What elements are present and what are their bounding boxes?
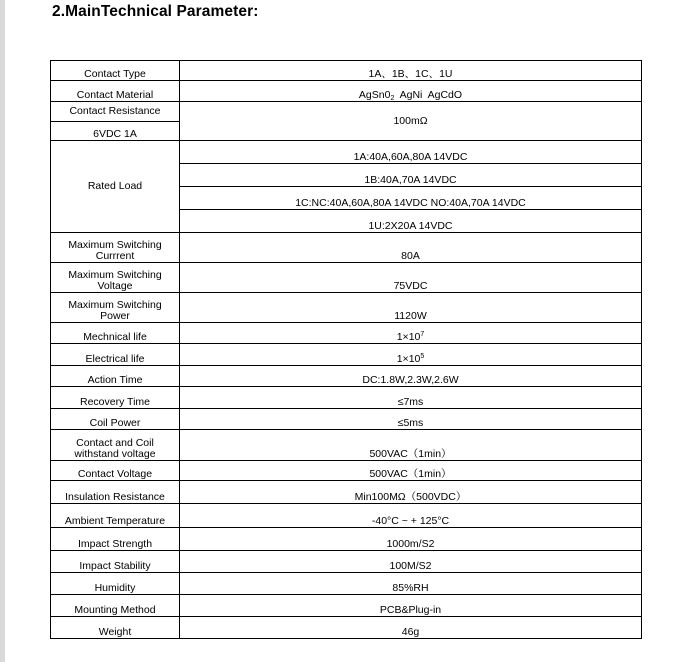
param-value: -40°C ~ + 125°C xyxy=(180,504,642,528)
param-value: 1A、1B、1C、1U xyxy=(180,61,642,81)
param-value: 1A:40A,60A,80A 14VDC xyxy=(180,141,642,164)
param-label xyxy=(51,430,180,461)
label-line: withstand voltage xyxy=(74,448,156,460)
table-row xyxy=(51,461,642,481)
param-value: 1B:40A,70A 14VDC xyxy=(180,164,642,187)
value-text: 1×10 xyxy=(396,353,421,365)
param-label: Ambient Temperature xyxy=(51,504,180,528)
param-value: 1120W xyxy=(180,293,642,323)
label-line: Maximum Switching xyxy=(68,239,162,251)
param-value: Min100MΩ（500VDC） xyxy=(180,481,642,504)
table-row xyxy=(51,61,642,81)
exponent: 5 xyxy=(420,353,425,360)
param-value: 46g xyxy=(180,617,642,639)
table-row xyxy=(51,141,642,164)
param-label: Contact Voltage xyxy=(51,461,180,481)
param-label: Humidity xyxy=(51,573,180,595)
param-label: Coil Power xyxy=(51,409,180,430)
param-value: 500VAC（1min） xyxy=(180,430,642,461)
param-value: 75VDC xyxy=(180,263,642,293)
param-label: Impact Stability xyxy=(51,551,180,573)
param-label: Electrical life xyxy=(51,344,180,366)
param-label: Mechnical life xyxy=(51,323,180,344)
table-row xyxy=(51,551,642,573)
param-label: Recovery Time xyxy=(51,387,180,409)
page-left-border xyxy=(0,0,5,662)
table-row xyxy=(51,323,642,344)
table-row xyxy=(51,528,642,551)
table-row xyxy=(51,573,642,595)
param-label xyxy=(51,233,180,263)
param-label: Contact Resistance xyxy=(51,102,180,122)
param-value xyxy=(180,344,642,366)
table-row xyxy=(51,293,642,323)
value-text: 1×10 xyxy=(396,331,421,343)
param-value: ≤5ms xyxy=(180,409,642,430)
param-label: 6VDC 1A xyxy=(51,122,180,141)
param-value: PCB&Plug-in xyxy=(180,595,642,617)
param-value: 1000m/S2 xyxy=(180,528,642,551)
table-row xyxy=(51,366,642,387)
param-value: 100M/S2 xyxy=(180,551,642,573)
table-row xyxy=(51,387,642,409)
technical-parameter-table xyxy=(50,60,642,639)
value-text: AgSn0 xyxy=(358,89,391,101)
param-value xyxy=(180,81,642,102)
param-value: 1U:2X20A 14VDC xyxy=(180,210,642,233)
table-row xyxy=(51,263,642,293)
label-line: Maximum Switching xyxy=(68,269,162,281)
label-line: Power xyxy=(100,310,130,322)
table-row xyxy=(51,617,642,639)
param-value: 85%RH xyxy=(180,573,642,595)
param-label xyxy=(51,293,180,323)
param-label xyxy=(51,263,180,293)
param-label: Contact Type xyxy=(51,61,180,81)
table-row xyxy=(51,233,642,263)
param-label: Rated Load xyxy=(51,141,180,233)
label-line: Currrent xyxy=(95,250,135,262)
param-label: Insulation Resistance xyxy=(51,481,180,504)
section-title: 2.MainTechnical Parameter: xyxy=(52,3,259,20)
label-line: Contact and Coil xyxy=(76,437,154,449)
table-row xyxy=(51,430,642,461)
param-label: Impact Strength xyxy=(51,528,180,551)
param-value: ≤7ms xyxy=(180,387,642,409)
table-row xyxy=(51,102,642,122)
param-label: Weight xyxy=(51,617,180,639)
param-value: 100mΩ xyxy=(180,102,642,141)
param-label: Mounting Method xyxy=(51,595,180,617)
param-label: Contact Material xyxy=(51,81,180,102)
value-text: AgNi AgCdO xyxy=(394,89,463,101)
label-line: Voltage xyxy=(97,280,133,292)
param-value: 80A xyxy=(180,233,642,263)
param-value: DC:1.8W,2.3W,2.6W xyxy=(180,366,642,387)
param-value: 1C:NC:40A,60A,80A 14VDC NO:40A,70A 14VDC xyxy=(180,187,642,210)
table-row xyxy=(51,595,642,617)
table-row xyxy=(51,409,642,430)
exponent: 7 xyxy=(420,331,425,338)
param-value xyxy=(180,323,642,344)
label-line: Maximum Switching xyxy=(68,299,162,311)
param-value: 500VAC（1min） xyxy=(180,461,642,481)
table-row xyxy=(51,481,642,504)
subscript: 2 xyxy=(390,95,395,102)
param-label: Action Time xyxy=(51,366,180,387)
table-row xyxy=(51,81,642,102)
table-row xyxy=(51,504,642,528)
table-row xyxy=(51,344,642,366)
